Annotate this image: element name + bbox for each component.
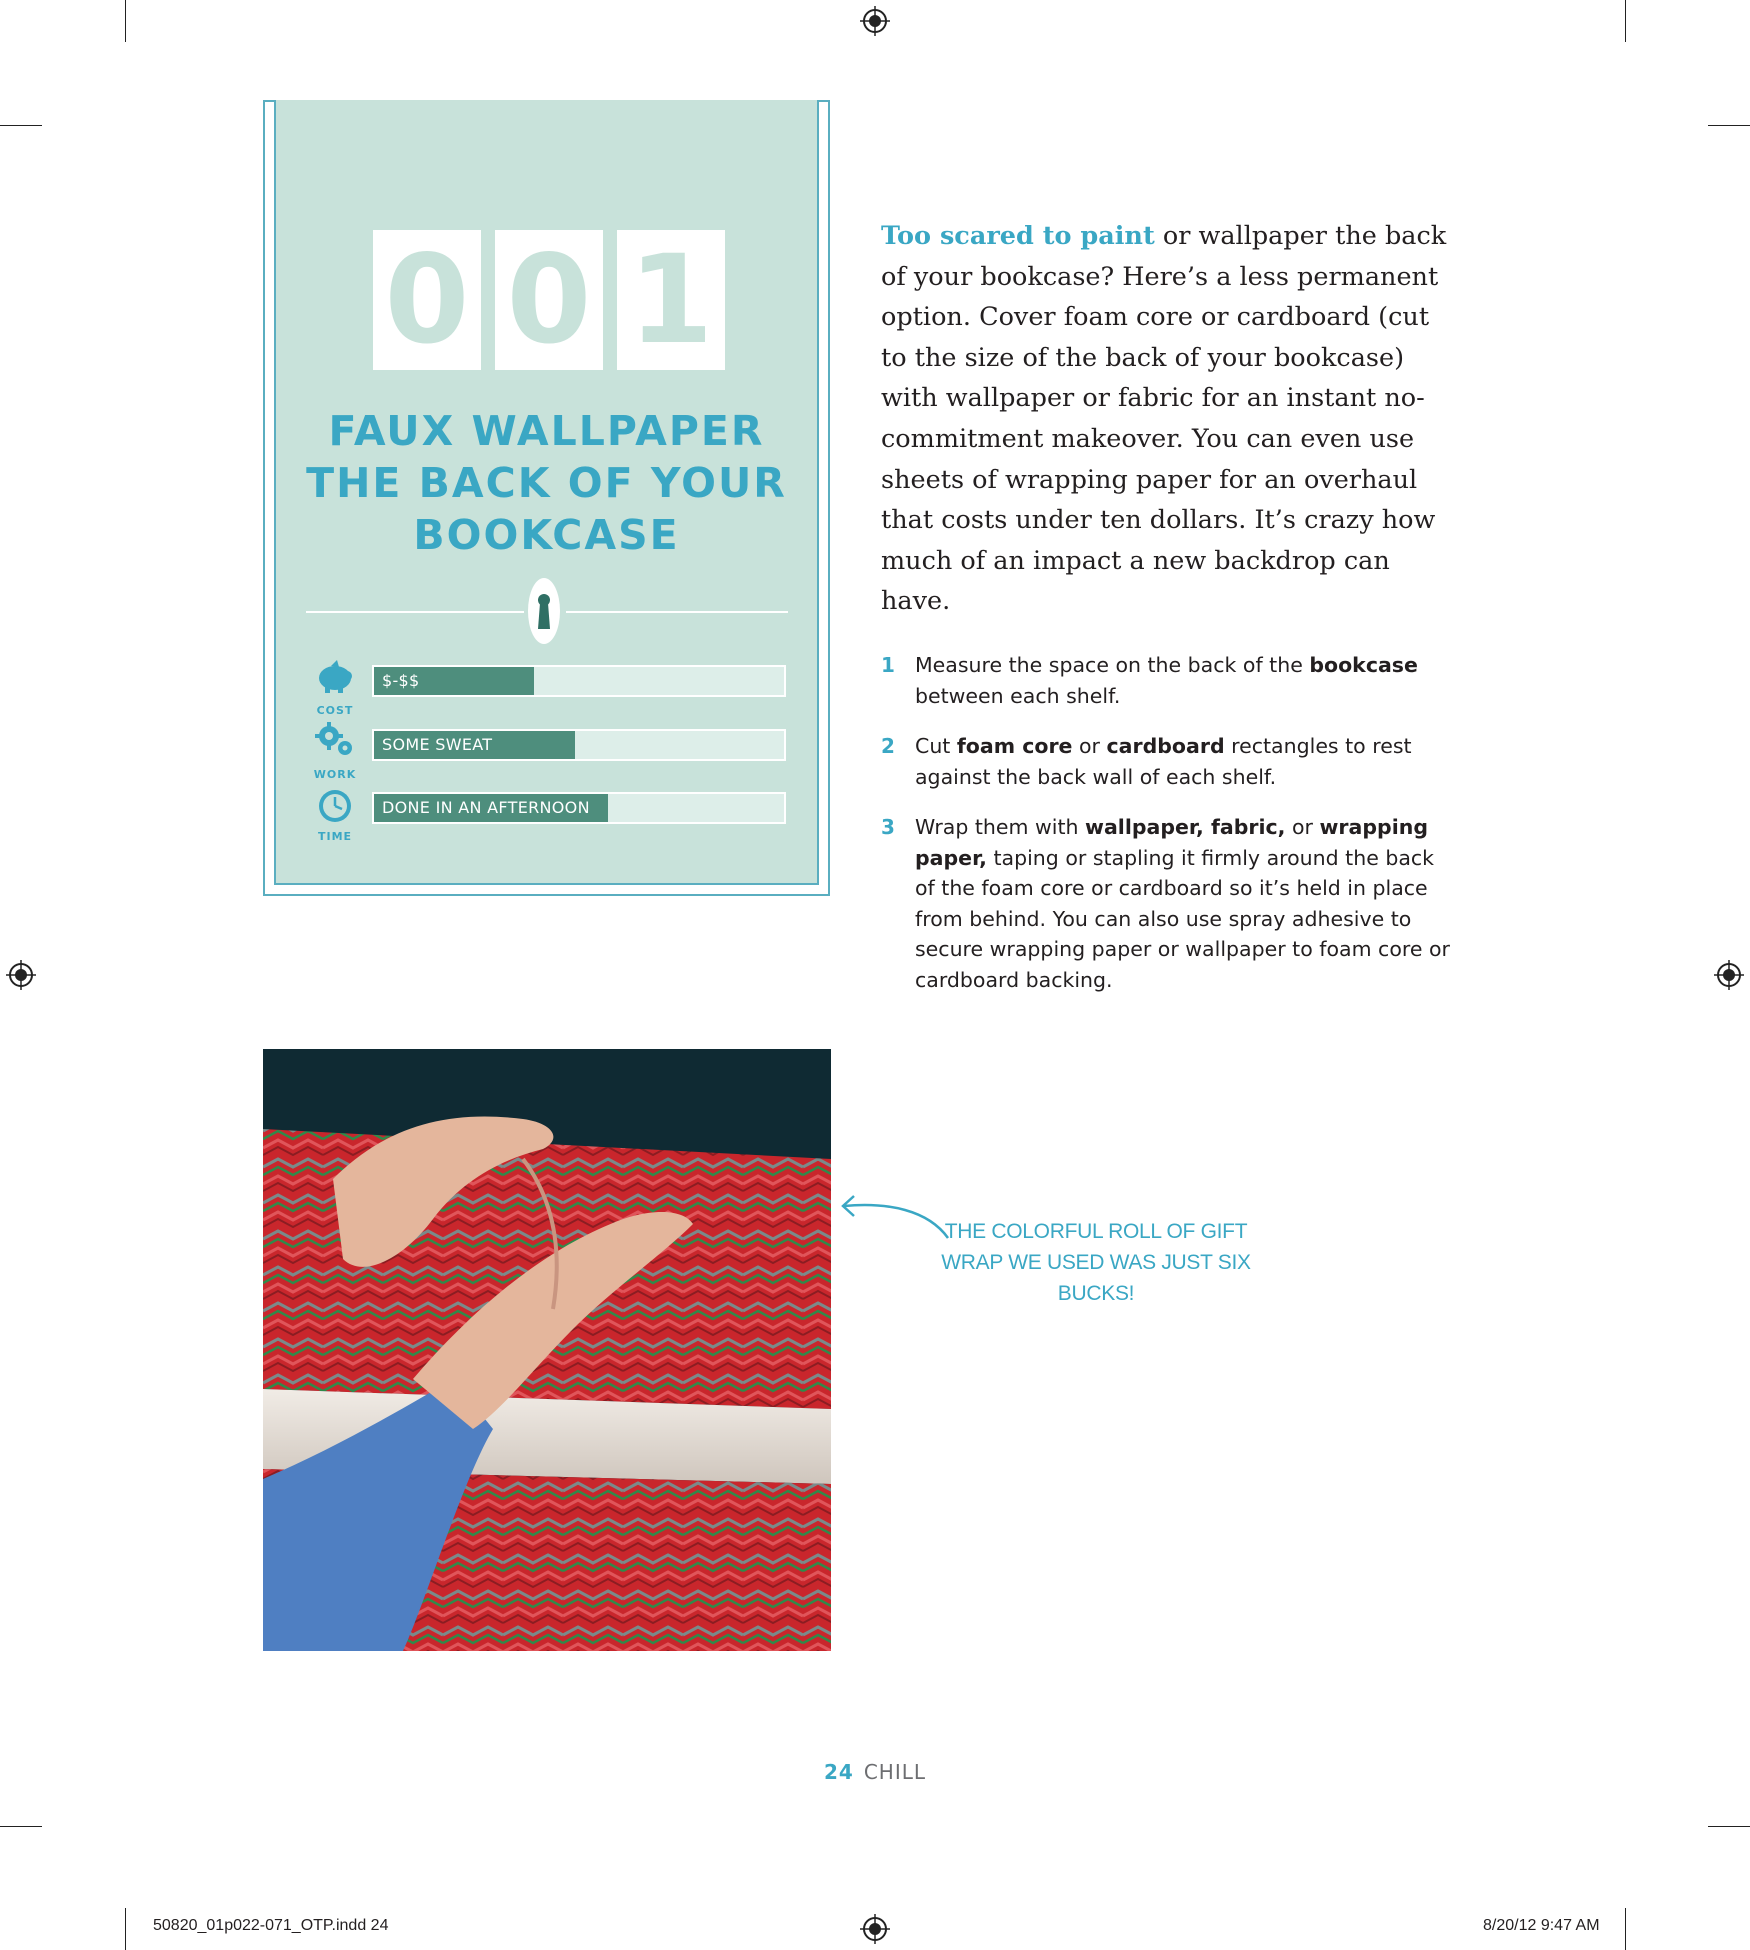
date-slug: 8/20/12 9:47 AM [1483, 1917, 1600, 1934]
project-card [263, 100, 830, 896]
registration-mark-icon [6, 960, 36, 990]
cost-meter [372, 665, 786, 697]
steps-list [881, 650, 1451, 1015]
section-name: CHILL [863, 1760, 927, 1784]
step-text [915, 650, 1451, 711]
step-text-part: taping or stapling it firmly around the back of the foam core or cardboard so it’s held in place from behind. You can also use spray adhesive to secure wrapping paper or wallpaper to foam core or cardboard backing. [915, 845, 1450, 992]
list-item [881, 731, 1451, 792]
list-item [881, 650, 1451, 711]
gift-wrap-photo [263, 1049, 831, 1651]
step-text-part: between each shelf. [915, 683, 1121, 708]
crop-mark [1708, 125, 1750, 126]
registration-mark-icon [1714, 960, 1744, 990]
intro-text: or wallpaper the back of your bookcase? Here’s a less permanent option. Cover foam core or cardboard (cut to the size of the back of your bookcase) with wallpaper or fabric for an instant no-commitment makeover. You can even use sheets of wrapping paper for an overhaul that costs under ten dollars. It’s crazy how much of an impact a new backdrop can have. [881, 221, 1447, 617]
crop-mark [125, 0, 126, 42]
crop-mark [0, 125, 42, 126]
step-text-part: Cut [915, 734, 957, 758]
clock-icon [313, 788, 357, 824]
divider-line [306, 611, 524, 613]
digit-text: 0 [506, 229, 592, 371]
gears-icon [313, 721, 357, 757]
project-number-digit [495, 230, 603, 370]
page-folio [0, 1760, 1750, 1784]
step-text-part: rectangles to rest against the back wall of each shelf. [915, 734, 1412, 789]
step-text-bold: wallpaper, fabric, [1085, 815, 1286, 839]
project-number-digit [617, 230, 725, 370]
step-number: 1 [881, 653, 895, 677]
project-title-line: FAUX WALLPAPER [328, 407, 765, 455]
crop-mark [1708, 1826, 1750, 1827]
list-item [881, 812, 1451, 995]
crop-mark [1625, 1908, 1626, 1950]
work-meter [372, 729, 786, 761]
piggy-bank-icon [313, 658, 357, 694]
registration-mark-icon [860, 6, 890, 36]
step-text-bold: cardboard [1106, 734, 1225, 758]
registration-mark-icon [860, 1914, 890, 1944]
photo-caption: THE COLORFUL ROLL OF GIFT WRAP WE USED WAS JUST SIX BUCKS! [941, 1220, 1251, 1305]
crop-mark [0, 1826, 42, 1827]
file-slug: 50820_01p022-071_OTP.indd 24 [153, 1917, 389, 1934]
project-card-panel [274, 100, 819, 885]
digit-text: 0 [384, 229, 470, 371]
step-text-bold: bookcase [1309, 653, 1418, 677]
meter-label: TIME [317, 830, 353, 843]
meter-label: COST [316, 704, 354, 717]
step-text [915, 812, 1451, 995]
meter-value: DONE IN AN AFTERNOON [382, 798, 590, 817]
keyhole-icon [527, 576, 561, 646]
intro-paragraph [881, 216, 1461, 622]
step-text-bold: wrapping paper, [915, 815, 1428, 870]
meter-value: SOME SWEAT [382, 735, 493, 754]
project-title-line: THE BACK OF YOUR [306, 459, 787, 507]
step-text-part: or [1072, 734, 1107, 758]
intro-lead: Too scared to paint [881, 221, 1155, 251]
digit-text: 1 [628, 229, 714, 371]
step-text [915, 731, 1451, 792]
meter-value: $-$$ [382, 671, 420, 690]
step-text-bold: foam core [956, 734, 1073, 758]
divider-line [566, 611, 788, 613]
crop-mark [1625, 0, 1626, 42]
step-text-part: Measure the space on the back of the [915, 653, 1310, 677]
step-number: 2 [881, 734, 895, 758]
crop-mark [125, 1908, 126, 1950]
step-number: 3 [881, 815, 895, 839]
page-number: 24 [823, 1760, 854, 1784]
time-meter [372, 792, 786, 824]
step-text-part: Wrap them with [915, 815, 1086, 839]
meter-label: WORK [313, 768, 357, 781]
project-title [276, 405, 817, 561]
project-title-line: BOOKCASE [413, 511, 680, 559]
step-text-part: or [1285, 815, 1320, 839]
project-number-digit [373, 230, 481, 370]
